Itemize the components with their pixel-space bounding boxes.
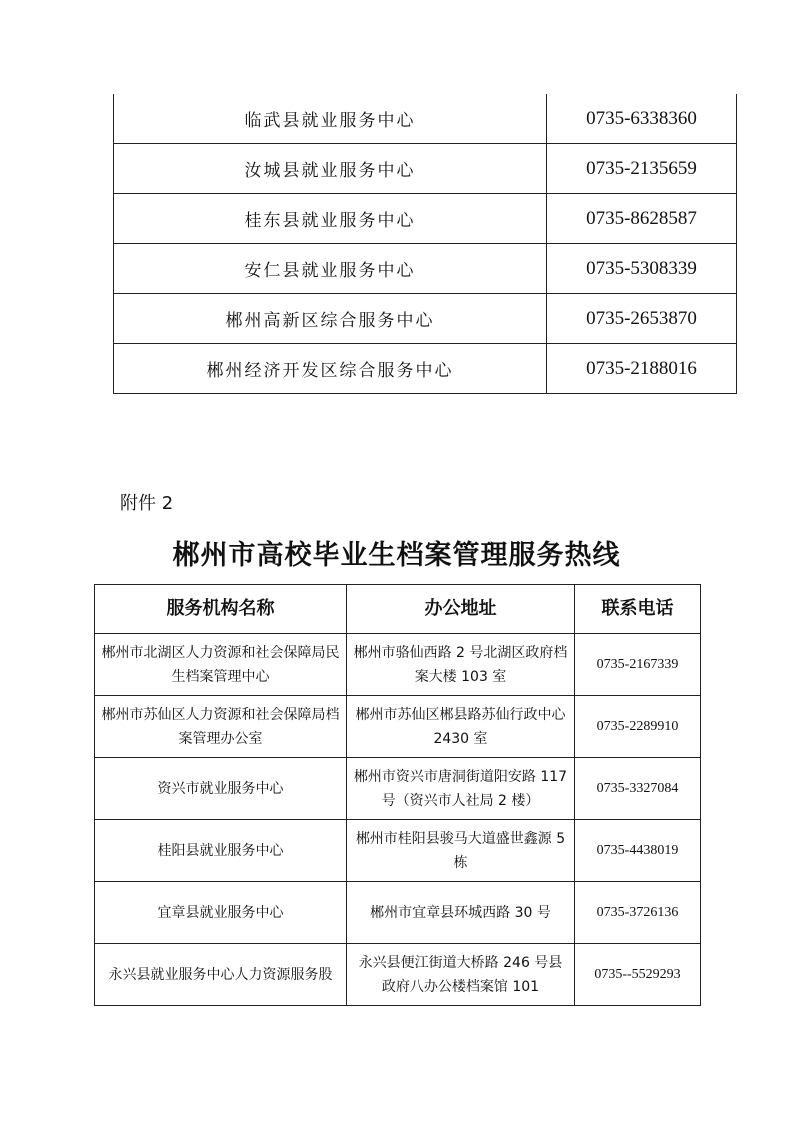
org-name: 桂阳县就业服务中心 <box>95 820 347 882</box>
center-phone: 0735-2188016 <box>547 344 737 394</box>
table-header-row <box>95 585 701 634</box>
table-row <box>95 820 701 882</box>
table-row <box>95 696 701 758</box>
continued-contact-table <box>113 94 737 394</box>
center-name: 桂东县就业服务中心 <box>114 194 547 244</box>
center-name: 郴州经济开发区综合服务中心 <box>114 344 547 394</box>
office-address: 郴州市骆仙西路 2 号北湖区政府档案大楼 103 室 <box>347 634 575 696</box>
org-name: 郴州市苏仙区人力资源和社会保障局档案管理办公室 <box>95 696 347 758</box>
contact-phone: 0735-2167339 <box>575 634 701 696</box>
table-row <box>114 144 737 194</box>
contact-phone: 0735--5529293 <box>575 944 701 1006</box>
office-address: 永兴县便江街道大桥路 246 号县政府八办公楼档案馆 101 <box>347 944 575 1006</box>
table-row <box>114 294 737 344</box>
org-name: 资兴市就业服务中心 <box>95 758 347 820</box>
org-name: 郴州市北湖区人力资源和社会保障局民生档案管理中心 <box>95 634 347 696</box>
center-name: 郴州高新区综合服务中心 <box>114 294 547 344</box>
contact-phone: 0735-4438019 <box>575 820 701 882</box>
table-row <box>95 634 701 696</box>
center-name: 临武县就业服务中心 <box>114 94 547 144</box>
table-row <box>114 94 737 144</box>
org-name: 宜章县就业服务中心 <box>95 882 347 944</box>
office-address: 郴州市资兴市唐洞街道阳安路 117 号（资兴市人社局 2 楼） <box>347 758 575 820</box>
center-name: 汝城县就业服务中心 <box>114 144 547 194</box>
center-phone: 0735-5308339 <box>547 244 737 294</box>
center-phone: 0735-6338360 <box>547 94 737 144</box>
center-phone: 0735-8628587 <box>547 194 737 244</box>
contact-phone: 0735-3726136 <box>575 882 701 944</box>
office-address: 郴州市宜章县环城西路 30 号 <box>347 882 575 944</box>
center-phone: 0735-2135659 <box>547 144 737 194</box>
table-row <box>114 344 737 394</box>
contact-phone: 0735-3327084 <box>575 758 701 820</box>
table-row <box>95 882 701 944</box>
office-address: 郴州市苏仙区郴县路苏仙行政中心 2430 室 <box>347 696 575 758</box>
office-address: 郴州市桂阳县骏马大道盛世鑫源 5 栋 <box>347 820 575 882</box>
column-header-address: 办公地址 <box>347 585 575 634</box>
archive-hotline-table <box>94 584 701 1006</box>
org-name: 永兴县就业服务中心人力资源服务股 <box>95 944 347 1006</box>
document-title: 郴州市高校毕业生档案管理服务热线 <box>172 540 621 571</box>
attachment-label: 附件 2 <box>120 493 174 514</box>
contact-phone: 0735-2289910 <box>575 696 701 758</box>
table-row <box>114 244 737 294</box>
center-name: 安仁县就业服务中心 <box>114 244 547 294</box>
column-header-phone: 联系电话 <box>575 585 701 634</box>
column-header-org: 服务机构名称 <box>95 585 347 634</box>
center-phone: 0735-2653870 <box>547 294 737 344</box>
table-row <box>95 758 701 820</box>
table-row <box>95 944 701 1006</box>
table-row <box>114 194 737 244</box>
